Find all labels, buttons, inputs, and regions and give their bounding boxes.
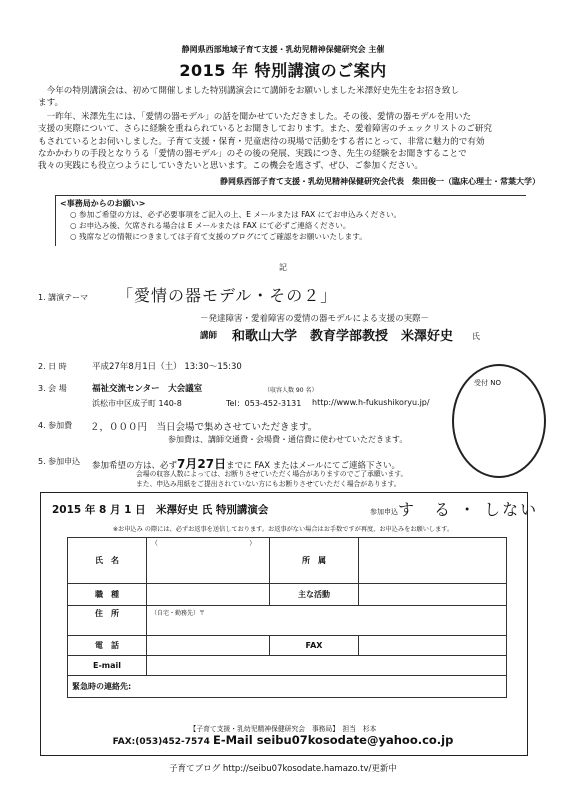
activity-field[interactable]: [359, 584, 507, 606]
notice-title: <事務局からのお願い>: [60, 199, 146, 208]
ki-heading: 記: [279, 263, 287, 272]
name-field[interactable]: [147, 538, 270, 584]
lecturer-name: 和歌山大学 教育学部教授 米澤好史: [232, 329, 454, 344]
theme-label: 1. 講演テーマ: [38, 293, 89, 302]
name-label: 氏 名: [68, 538, 147, 584]
attendance-choice[interactable]: す る ・ しない: [398, 500, 539, 519]
email-field[interactable]: [147, 656, 507, 676]
receipt-label: 受付 NO: [474, 379, 501, 387]
address-field[interactable]: [147, 606, 507, 636]
job-label: 職 種: [68, 584, 147, 606]
notice-item: ○ 残席などの情報につきましては子育て支援のブログにてご確認をお願いいたします。: [70, 231, 510, 242]
venue-tel: Tel：053-452-3131: [226, 399, 302, 408]
date-label: 2. 日 時: [38, 362, 67, 371]
venue-url[interactable]: http://www.h-fukushikoryu.jp/: [312, 398, 430, 407]
date-value: 平成27年8月1日（土） 13:30～15:30: [92, 362, 242, 372]
contact-line: [40, 733, 526, 747]
apply-note: 会場の収容人数によっては、お断りさせていただく場合がありますのでご了承願います。: [136, 470, 408, 478]
blog-link[interactable]: 子育てブログ http://seibu07kosodate.hamazo.tv/更新中: [169, 764, 397, 774]
fee-value: ２，０００円 当日会場で集めさせていただきます。: [90, 422, 318, 433]
phone-field[interactable]: [147, 636, 270, 656]
phone-label: 電 話: [68, 636, 147, 656]
lecturer-label: 講師: [200, 331, 218, 341]
apply-note: また、申込み用紙をご提出されていない方にもお断りさせていただく場合があります。: [136, 480, 401, 488]
email-label: E-mail: [68, 656, 147, 676]
venue-capacity: （収容人数 90 名）: [264, 387, 318, 394]
affiliation-field[interactable]: [359, 538, 507, 584]
emergency-contact-field[interactable]: [68, 676, 507, 698]
affiliation-label: 所 属: [270, 538, 359, 584]
venue-label: 3. 会 場: [38, 384, 67, 393]
job-field[interactable]: [147, 584, 270, 606]
apply-deadline: 7月27日: [177, 457, 227, 471]
emergency-label: 緊急時の連絡先:: [72, 682, 132, 691]
form-title: 2015 年 8 月 1 日 米澤好史 氏 特別講演会: [52, 504, 269, 516]
notice-item: ○ 参加ご希望の方は、必ず必要事項をご記入の上、E メールまたは FAX にてお申込みください。: [70, 209, 510, 220]
activity-label: 主な活動: [270, 584, 359, 606]
theme-subtitle: －発達障害・愛着障害の愛情の器モデルによる支援の実際－: [200, 314, 430, 324]
office-line: 【子育て支援・乳幼児精神保健研究会 事務局】 担当 杉本: [189, 725, 377, 733]
address-hint: （自宅・勤務先）〒: [151, 610, 206, 617]
venue-address: 浜松市中区成子町 140-8: [92, 399, 182, 408]
venue-name: 福祉交流センター 大会議室: [92, 384, 203, 394]
fax-number: FAX:(053)452-7574: [112, 737, 210, 747]
theme-title: 「愛情の器モデル・その２」: [117, 286, 338, 305]
lecturer-honorific: 氏: [472, 332, 480, 341]
organizer-line: 静岡県西部地域子育て支援・乳幼児精神保健研究会 主催: [181, 45, 385, 54]
intro-paragraph-2: 一昨年、米澤先生には、「愛情の器モデル」の話を聞かせていただきました。その後、愛情の器モデルを用いた 支援の実際について、さらに経験を重ねられているとお聞きしております。また、愛着障害のチェックリストのご研究 もされているとお伺いしました。子育て支援・保育・児童虐待の現場で活動をする者にとって、非常に魅力的で有効 なかかわりの手段となりうる「愛情の器モデル」のその後の発展、実践につき、先生の経験をお聞きすることで 我々の実践にも役立つようにしていきたいと思います。この機会を逃さず、ぜひ、ご参加ください。: [38, 112, 493, 172]
fee-note: 参加費は、講師交通費・会場費・通信費に使わせていただきます。: [168, 435, 408, 444]
email-address[interactable]: E-Mail seibu07kosodate@yahoo.co.jp: [212, 733, 454, 747]
notice-list: [70, 209, 510, 242]
page-title: 2015 年 特別講演のご案内: [179, 61, 387, 80]
fax-field[interactable]: [359, 636, 507, 656]
fax-label: FAX: [270, 636, 359, 656]
address-label: 住 所: [68, 606, 147, 636]
form-title-sub: 参加申込: [370, 508, 398, 516]
notice-item: ○ お申込み後、欠席される場合は E メールまたは FAX にて必ずご連絡ください。: [70, 220, 510, 231]
intro-paragraph-1: 今年の特別講演会は、初めて開催しました特別講演会にて講師をお願いしました米澤好史先生をお招き致し ます。: [38, 86, 460, 108]
form-instruction: ※お申込み の際には、必ずお返事を送信しております。お返事がない場合はお手数ですが再度、お申込みをお願いします。: [112, 526, 454, 533]
form-table: [67, 537, 507, 698]
furigana-field[interactable]: （ ）: [151, 539, 256, 547]
signer-line: 静岡県西部子育て支援・乳幼児精神保健研究会代表 柴田俊一（臨床心理士・常葉大学）: [220, 177, 540, 186]
apply-label: 5. 参加申込: [38, 457, 81, 466]
fee-label: 4. 参加費: [38, 421, 73, 430]
apply-text: 参加希望の方は、必ず7月27日までに FAX またはメールにてご連絡下さい。: [92, 457, 401, 471]
